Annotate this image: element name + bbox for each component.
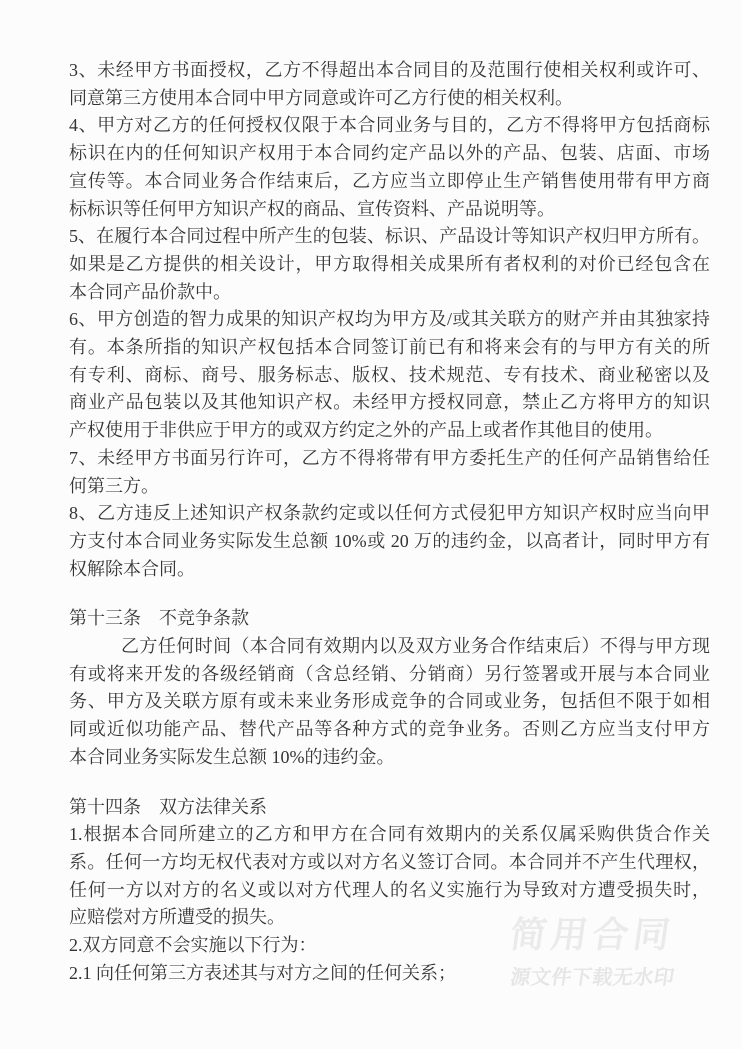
text-line: 宣传等。本合同业务合作结束后，乙方应当立即停止生产销售使用带有甲方商 [69,170,710,191]
text-line: 7、未经甲方书面另行许可，乙方不得将带有甲方委托生产的任何产品销售给任 [69,447,710,468]
text-line: 同意第三方使用本合同中甲方同意或许可乙方行使的相关权利。 [69,87,573,108]
text-line: 8、乙方违反上述知识产权条款约定或以任何方式侵犯甲方知识产权时应当向甲 [69,503,710,524]
text-line: 产权使用于非供应于甲方的或双方约定之外的产品上或者作其他目的使用。 [69,420,663,441]
text-line: 5、在履行本合同过程中所产生的包装、标识、产品设计等知识产权归甲方所有。 [69,226,710,247]
clause-8-paragraph [69,500,710,583]
text-line: 何第三方。 [69,475,159,496]
text-line: 3、未经甲方书面授权，乙方不得超出本合同目的及范围行使相关权利或许可、 [69,60,710,80]
text-line: 4、甲方对乙方的任何授权仅限于本合同业务与目的，乙方不得将甲方包括商标 [69,115,710,136]
watermark-subtitle: 源文件下载无水印 [508,967,676,989]
text-line: 1.根据本合同所建立的乙方和甲方在合同有效期内的关系仅属采购供货合作关 [69,824,710,845]
text-line: 本合同业务实际发生总额 10%的违约金。 [69,746,395,767]
text-line: 方支付本合同业务实际发生总额 10%或 20 万的违约金，以高者计，同时甲方有 [69,530,710,551]
text-line: 务、甲方及关联方原有或未来业务形成竞争的合同或业务，包括但不限于如相 [69,691,710,712]
text-line: 系。任何一方均无权代表对方或以对方名义签订合同。本合同并不产生代理权， [69,851,710,872]
text-line: 标识在内的任何知识产权用于本合同约定产品以外的产品、包装、店面、市场 [69,143,710,164]
clause-4-paragraph [69,112,710,223]
text-line: 2.1 向任何第三方表述其与对方之间的任何关系； [69,962,456,983]
text-line: 有专利、商标、商号、服务标志、版权、技术规范、专有技术、商业秘密以及 [69,364,710,385]
clause-3-paragraph [69,57,710,112]
text-line: 商业产品包装以及其他知识产权。未经甲方授权同意，禁止乙方将甲方的知识 [69,392,710,413]
text-line: 有。本条所指的知识产权包括本合同签订前已有和将来会有的与甲方有关的所 [69,337,710,358]
clause-6-paragraph [69,306,710,445]
text-line: 如果是乙方提供的相关设计，甲方取得相关成果所有者权利的对价已经包含在 [69,253,710,274]
article-14-paragraph-2 [69,932,710,960]
text-line: 2.双方同意不会实施以下行为： [69,935,317,956]
text-line: 乙方任何时间（本合同有效期内以及双方业务合作结束后）不得与甲方现 [121,636,710,657]
text-line: 本合同产品价款中。 [69,281,231,302]
article-14-paragraph-1 [69,821,710,932]
watermark-title: 简用合同 [507,914,678,955]
text-line: 标标识等任何甲方知识产权的商品、宣传资料、产品说明等。 [69,198,555,219]
text-line: 6、甲方创造的智力成果的知识产权均为甲方及/或其关联方的财产并由其独家持 [69,309,710,330]
text-line: 任何一方以对方的名义或以对方代理人的名义实施行为导致对方遭受损失时， [69,879,710,900]
text-line: 权解除本合同。 [69,558,195,579]
text-line: 有或将来开发的各级经销商（含总经销、分销商）另行签署或开展与本合同业 [69,663,710,684]
article-13-heading: 第十三条 不竞争条款 [69,608,249,629]
article-14-heading: 第十四条 双方法律关系 [69,796,267,817]
text-line: 应赔偿对方所遭受的损失。 [69,907,285,928]
clause-5-paragraph [69,223,710,306]
text-line: 同或近似功能产品、替代产品等各种方式的竞争业务。否则乙方应当支付甲方 [69,719,710,740]
contract-body [69,57,710,988]
clause-7-paragraph [69,445,710,500]
article-14-paragraph-2-1 [69,960,710,988]
article-13-paragraph [69,633,710,772]
